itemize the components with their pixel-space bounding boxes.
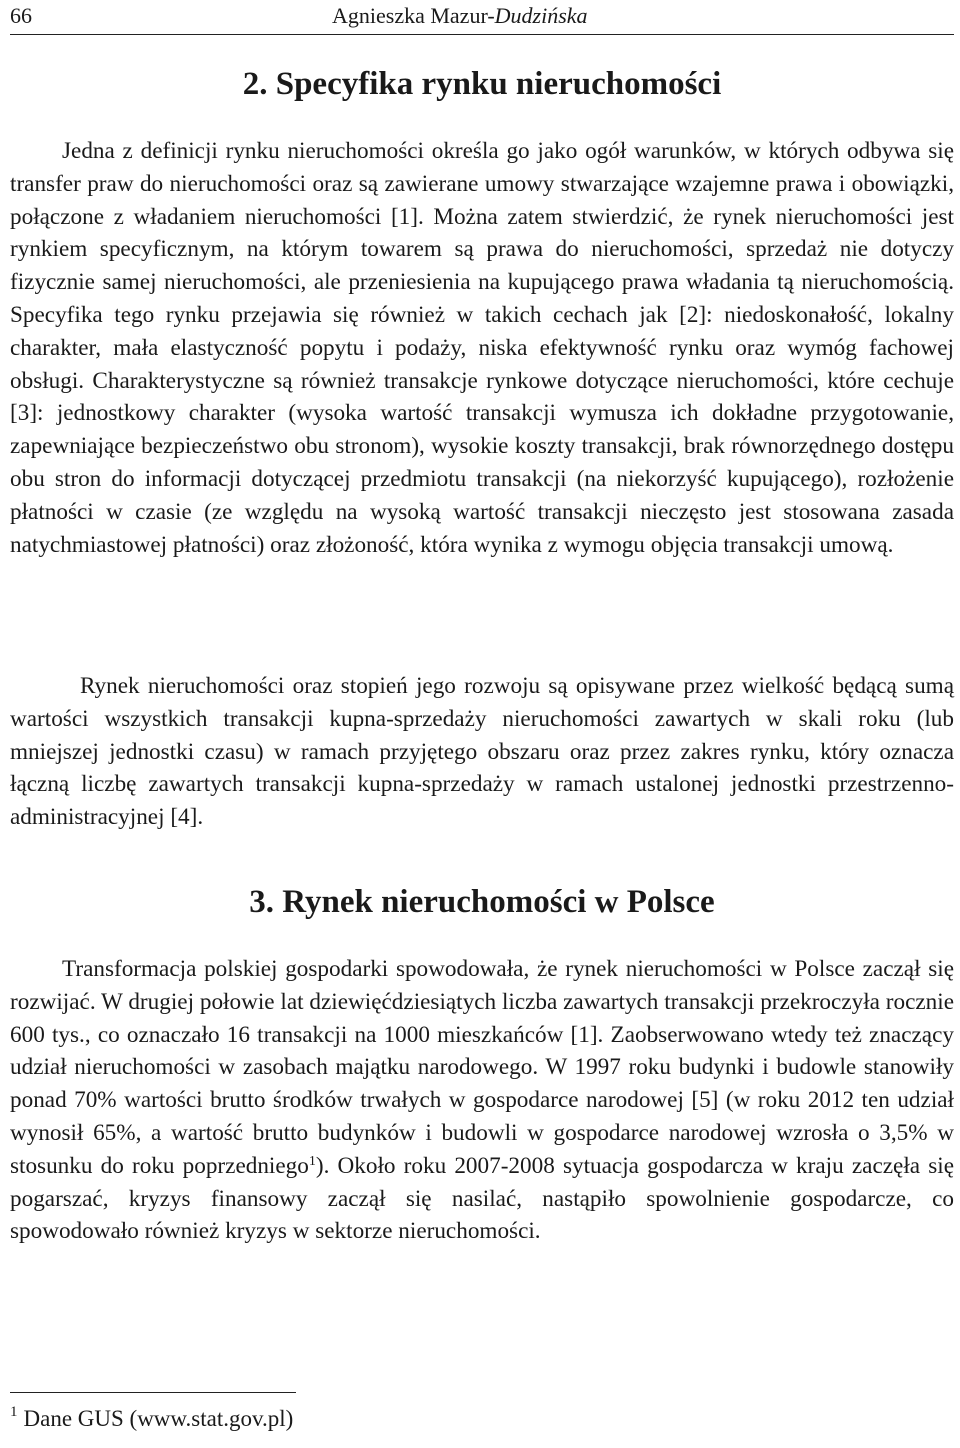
document-page <box>10 0 954 1448</box>
footnote-text: Dane GUS (www.stat.gov.pl) <box>23 1406 294 1431</box>
section-heading-3: 3. Rynek nieruchomości w Polsce <box>249 884 715 920</box>
section-heading-2: 2. Specyfika rynku nieruchomości <box>242 66 722 102</box>
author-name <box>332 1 588 31</box>
footnote-mark: 1 <box>10 1404 18 1420</box>
footnote <box>10 1402 293 1436</box>
body-paragraph: Rynek nieruchomości oraz stopień jego rozwoju są opisywane przez wielkość będącą sumą wartości wszystkich transakcji kupna-sprzedaży nieruchomości zawartych w skali roku (lub mniejszej jednostki czasu) w ramach przyjętego obszaru oraz przez zakres rynku, który oznacza łączną liczbę zawartych transakcji kupna-sprzedaży w ramach ustalonej jednostki przestrzenno-administracyjnej [4]. <box>10 673 954 831</box>
body-paragraph: Jedna z definicji rynku nieruchomości określa go jako ogół warunków, w których odbywa się transfer praw do nieruchomości oraz są zawierane umowy stwarzające wzajemne prawa i obowiązki, połączone z władaniem nieruchomości [1]. Można zatem stwierdzić, że rynek nieruchomości jest rynkiem specyficznym, na którym towarem są prawa do nieruchomości, sprzedaż nie dotyczy fizycznie samej nieruchomości, ale przeniesienia na kupującego prawa władania tą nieruchomością. Specyfika tego rynku przejawia się również w takich cechach jak [2]: niedoskonałość, lokalny charakter, mała elastyczność popytu i podaży, niska efektywność rynku oraz wymóg fachowej obsługi. Charakterystyczne są również transakcje rynkowe dotyczące nieruchomości, które cechuje [3]: jednostkowy charakter (wysoka wartość transakcji wymusza ich dokładne przygotowanie, zapewniające bezpieczeństwo obu stronom), wysokie koszty transakcji, brak równorzędnego dostępu obu stron do informacji dotyczącej przedmiotu transakcji (na niekorzyść kupującego), rozłożenie płatności w czasie (ze względu na wysoką wartość transakcji nieczęsto jest stosowana zasada natychmiastowej płatności) oraz złożoność, która wynika z wymogu objęcia transakcji umową. <box>10 138 954 558</box>
author-name-italic: Dudzińska <box>494 3 588 28</box>
running-header <box>10 0 954 35</box>
footnote-reference[interactable]: 1 <box>308 1153 316 1169</box>
paragraph-text: Transformacja polskiej gospodarki spowodowała, że rynek nieruchomości w Polsce zaczął się rozwijać. W drugiej połowie lat dziewięćdziesiątych liczba zawartych transakcji przekroczyła rocznie 600 tys., co oznaczało 16 transakcji na 1000 mieszkańców [1]. Zaobserwowano wtedy też znaczący udział nieruchomości w zasobach majątku narodowego. W 1997 roku budynki i budowle stanowiły ponad 70% wartości brutto środków trwałych w gospodarce narodowej [5] (w roku 2012 ten udział wynosił 65%, a wartość brutto budynków i budowli w gospodarce narodowej wzrosła o 3,5% w stosunku do roku poprzedniego <box>10 956 954 1179</box>
page-number: 66 <box>10 3 32 28</box>
paragraph-text: ). Około roku 2007-2008 sytuacja gospodarcza w kraju zaczęła się pogarszać, kryzys finansowy zaczął się nasilać, nastąpiło spowolnienie gospodarcze, co spowodowało również kryzys w sektorze nieruchomości. <box>10 1152 954 1245</box>
body-paragraph <box>10 953 954 1248</box>
author-name-plain: Agnieszka Mazur- <box>332 3 495 28</box>
footnote-divider <box>10 1392 296 1393</box>
